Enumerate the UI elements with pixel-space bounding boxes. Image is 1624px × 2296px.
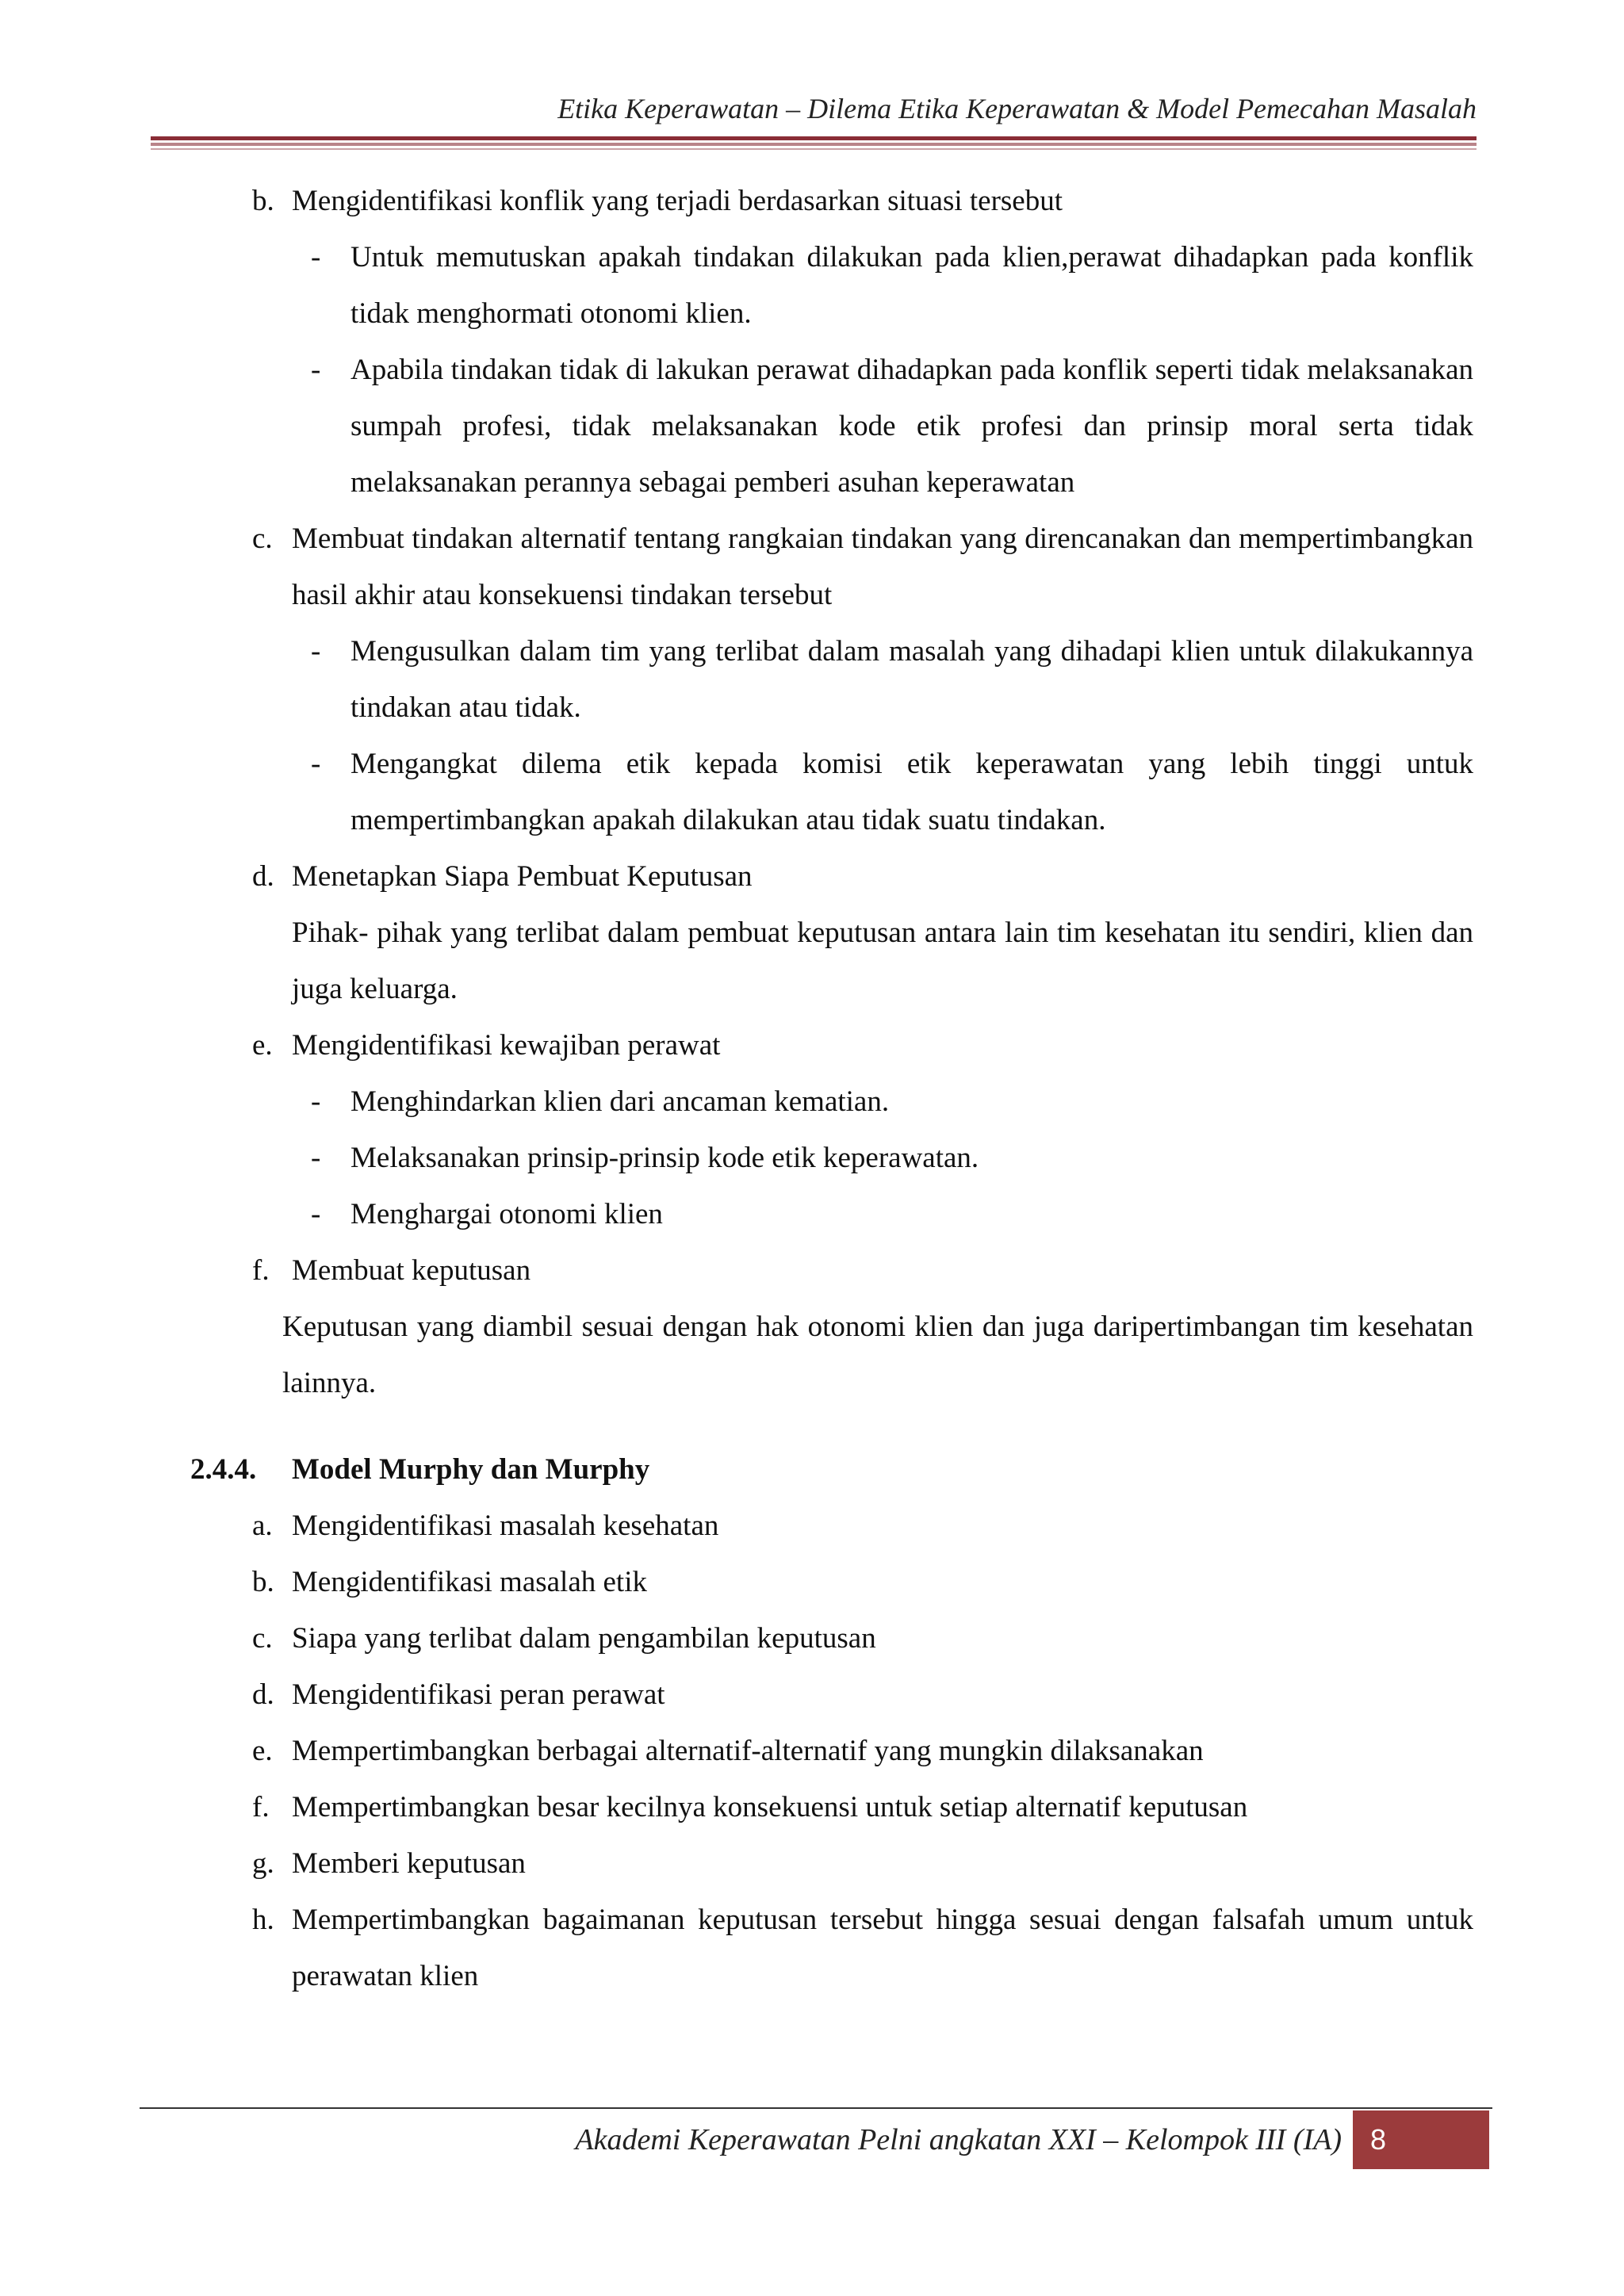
list-item-label: e. <box>252 1029 273 1062</box>
list-item-text: Mengidentifikasi masalah kesehatan <box>292 1510 719 1542</box>
sub-list-item-text: Mengangkat dilema etik kepada komisi etik keperawatan yang lebih tinggi untuk mempertimbangkan apakah dilakukan atau tidak suatu tindakan. <box>350 748 1473 836</box>
dash-bullet: - <box>311 354 321 386</box>
list-item <box>190 1835 1473 1892</box>
list-item-label: d. <box>252 1678 274 1711</box>
list-item-label: h. <box>252 1904 274 1936</box>
list-item <box>190 848 1473 905</box>
list-item-text: Mempertimbangkan bagaimanan keputusan tersebut hingga sesuai dengan falsafah umum untuk perawatan klien <box>292 1904 1473 1992</box>
header-rule-tertiary <box>151 148 1477 150</box>
list-item-text: Mempertimbangkan berbagai alternatif-alternatif yang mungkin dilaksanakan <box>292 1735 1204 1767</box>
list-item-label: b. <box>252 185 274 217</box>
list-item <box>190 1017 1473 1073</box>
list-item-text: Menetapkan Siapa Pembuat Keputusan <box>292 860 753 893</box>
sub-list-item <box>190 623 1473 736</box>
list-item-label: f. <box>252 1254 270 1287</box>
list-item-label: a. <box>252 1510 273 1542</box>
list-item-label: c. <box>252 522 273 555</box>
list-item-text: Siapa yang terlibat dalam pengambilan keputusan <box>292 1622 876 1655</box>
list-item <box>190 511 1473 623</box>
list-item-text: Membuat tindakan alternatif tentang rangkaian tindakan yang direncanakan dan mempertimbangkan hasil akhir atau konsekuensi tindakan tersebut <box>292 522 1473 611</box>
sub-list-item-text: Apabila tindakan tidak di lakukan perawat dihadapkan pada konflik seperti tidak melaksanakan sumpah profesi, tidak melaksanakan kode etik profesi dan prinsip moral serta tidak melaksanakan perannya sebagai pemberi asuhan keperawatan <box>350 354 1473 499</box>
sub-list-item <box>190 1186 1473 1242</box>
footer-rule <box>140 2107 1492 2109</box>
section-gap <box>190 1411 1473 1441</box>
list-item <box>190 1779 1473 1835</box>
list-item-text: Mempertimbangkan besar kecilnya konsekuensi untuk setiap alternatif keputusan <box>292 1791 1248 1823</box>
list-item-label: c. <box>252 1622 273 1655</box>
dash-bullet: - <box>311 1142 321 1174</box>
sub-list-item-text: Menghargai otonomi klien <box>350 1198 663 1230</box>
section-title: Model Murphy dan Murphy <box>292 1453 650 1486</box>
header-rule-secondary <box>151 143 1477 146</box>
sub-list-item <box>190 229 1473 342</box>
list-item-text: Memberi keputusan <box>292 1847 526 1880</box>
list-item-label: f. <box>252 1791 270 1823</box>
sub-list-item-text: Mengusulkan dalam tim yang terlibat dalam masalah yang dihadapi klien untuk dilakukannya tindakan atau tidak. <box>350 635 1473 724</box>
sub-list-item <box>190 342 1473 511</box>
list-item <box>190 1892 1473 2004</box>
list-item-label: d. <box>252 860 274 893</box>
dash-bullet: - <box>311 241 321 274</box>
list-item-label: e. <box>252 1735 273 1767</box>
list-item <box>190 173 1473 229</box>
list-item-text: Mengidentifikasi peran perawat <box>292 1678 665 1711</box>
header-rule <box>151 136 1477 140</box>
dash-bullet: - <box>311 748 321 780</box>
list-item-label: g. <box>252 1847 274 1880</box>
section-heading <box>190 1441 1473 1498</box>
page-content <box>190 173 1473 2004</box>
list-item <box>190 1610 1473 1667</box>
page-number: 8 <box>1370 2123 1387 2156</box>
list-item <box>190 1498 1473 1554</box>
sub-list-item-text: Melaksanakan prinsip-prinsip kode etik keperawatan. <box>350 1142 979 1174</box>
footer-text: Akademi Keperawatan Pelni angkatan XXI – Kelompok III (IA) <box>575 2123 1342 2156</box>
item-paragraph: Pihak- pihak yang terlibat dalam pembuat keputusan antara lain tim kesehatan itu sendiri, klien dan juga keluarga. <box>292 916 1473 1005</box>
sub-list-item-text: Menghindarkan klien dari ancaman kematian. <box>350 1085 890 1118</box>
dash-bullet: - <box>311 1198 321 1230</box>
sub-list-item <box>190 1073 1473 1130</box>
list-item-text: Mengidentifikasi kewajiban perawat <box>292 1029 721 1062</box>
page-number-badge <box>1353 2110 1489 2169</box>
page-header-title: Etika Keperawatan – Dilema Etika Keperawatan & Model Pemecahan Masalah <box>557 93 1477 124</box>
sub-list-item <box>190 736 1473 848</box>
list-item <box>190 1667 1473 1723</box>
item-paragraph: Keputusan yang diambil sesuai dengan hak otonomi klien dan juga daripertimbangan tim kesehatan lainnya. <box>282 1311 1473 1399</box>
sub-list-item <box>190 1130 1473 1186</box>
sub-list-item-text: Untuk memutuskan apakah tindakan dilakukan pada klien,perawat dihadapkan pada konflik tidak menghormati otonomi klien. <box>350 241 1473 330</box>
list-item-text: Mengidentifikasi masalah etik <box>292 1566 647 1598</box>
section-number: 2.4.4. <box>190 1453 257 1486</box>
list-item-text: Membuat keputusan <box>292 1254 531 1287</box>
list-item-text: Mengidentifikasi konflik yang terjadi berdasarkan situasi tersebut <box>292 185 1063 217</box>
dash-bullet: - <box>311 1085 321 1118</box>
dash-bullet: - <box>311 635 321 668</box>
list-item <box>190 1554 1473 1610</box>
list-item-label: b. <box>252 1566 274 1598</box>
list-item <box>190 1242 1473 1299</box>
list-item <box>190 1723 1473 1779</box>
